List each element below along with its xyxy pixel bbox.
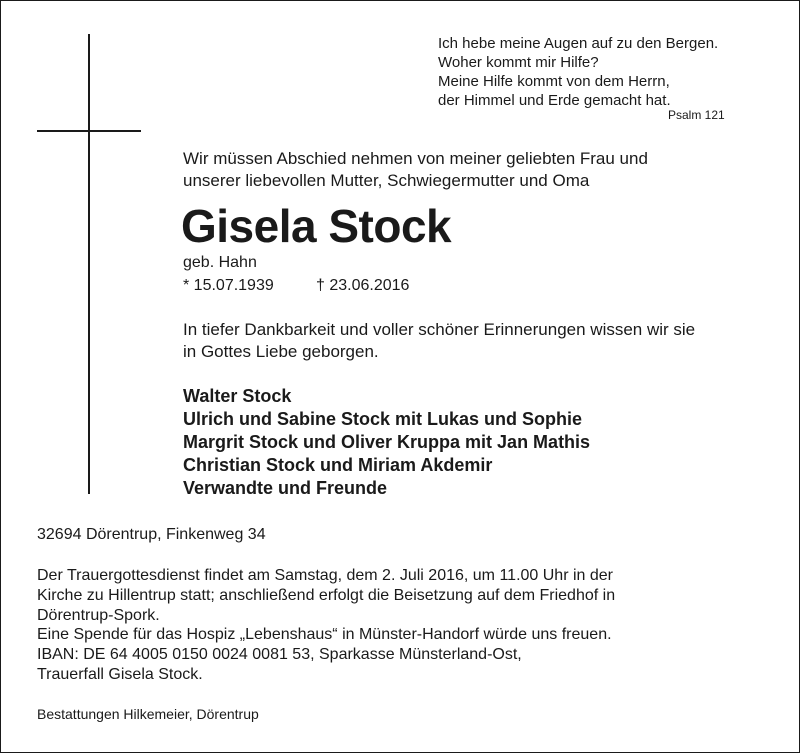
details-line: Eine Spende für das Hospiz „Lebenshaus“ in Münster-Handorf würde uns freuen. (37, 626, 612, 644)
psalm-line: Meine Hilfe kommt von dem Herrn, (438, 73, 670, 90)
psalm-quote (438, 34, 718, 110)
psalm-line: der Himmel und Erde gemacht hat. (438, 92, 671, 109)
mourners-list (183, 385, 590, 500)
mourner-entry: Ulrich und Sabine Stock mit Lukas und Sophie (183, 409, 583, 429)
mourner-entry: Margrit Stock und Oliver Kruppa mit Jan Mathis (183, 432, 591, 452)
intro-line: Wir müssen Abschied nehmen von meiner geliebten Frau und (183, 149, 648, 168)
funeral-details (37, 566, 615, 685)
mourner-entry: Walter Stock (183, 386, 292, 406)
deceased-name: Gisela Stock (181, 200, 452, 252)
mourner-entry: Christian Stock und Miriam Akdemir (183, 455, 493, 475)
family-address: 32694 Dörentrup, Finkenweg 34 (37, 526, 266, 543)
details-line: Trauerfall Gisela Stock. (37, 665, 203, 683)
birth-date: * 15.07.1939 (183, 277, 274, 294)
psalm-line: Woher kommt mir Hilfe? (438, 54, 599, 71)
undertaker-credit: Bestattungen Hilkemeier, Dörentrup (37, 706, 259, 722)
psalm-reference: Psalm 121 (668, 108, 725, 122)
details-line: IBAN: DE 64 4005 0150 0024 0081 53, Sparkasse Münsterland-Ost, (37, 646, 522, 664)
mourner-entry: Verwandte und Freunde (183, 478, 388, 498)
cross-horizontal-bar (37, 130, 141, 132)
gratitude-line: In tiefer Dankbarkeit und voller schöner Erinnerungen wissen wir sie (183, 320, 696, 339)
psalm-line: Ich hebe meine Augen auf zu den Bergen. (438, 35, 719, 52)
maiden-name: geb. Hahn (183, 254, 257, 271)
details-line: Kirche zu Hillentrup statt; anschließend erfolgt die Beisetzung auf dem Friedhof in (37, 586, 616, 604)
cross-vertical-bar (88, 34, 90, 494)
gratitude-line: in Gottes Liebe geborgen. (183, 342, 379, 361)
intro-line: unserer liebevollen Mutter, Schwiegermutter und Oma (183, 171, 590, 190)
gratitude-text (183, 319, 695, 363)
intro-text (183, 148, 648, 192)
death-date: † 23.06.2016 (316, 277, 410, 294)
details-line: Dörentrup-Spork. (37, 606, 160, 624)
details-line: Der Trauergottesdienst findet am Samstag, dem 2. Juli 2016, um 11.00 Uhr in der (37, 567, 613, 584)
